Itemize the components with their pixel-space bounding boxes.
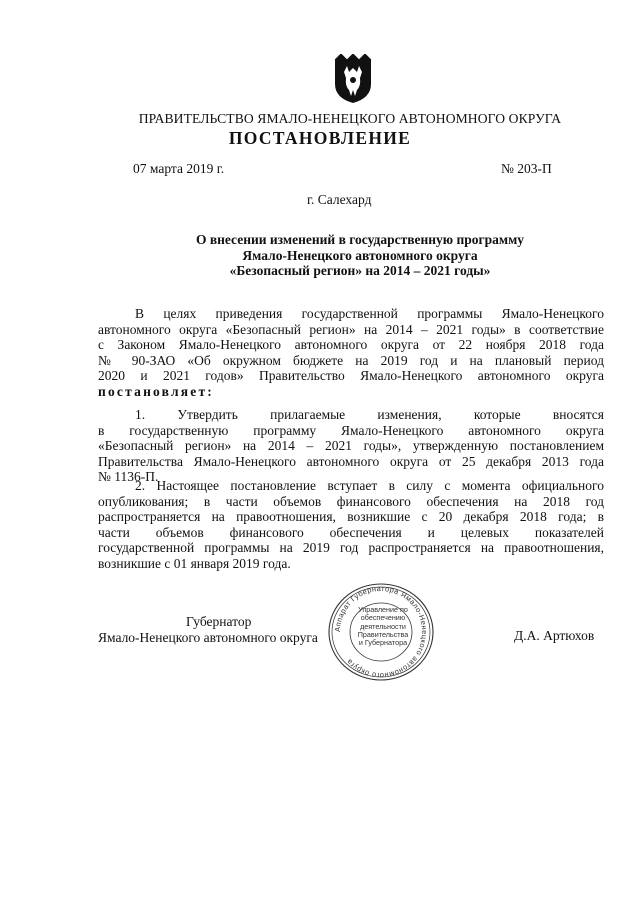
seal-line: деятельности	[360, 621, 406, 631]
seal-line: Управление по	[358, 605, 408, 614]
document-number: № 203-П	[501, 161, 552, 176]
paragraph-line: № 1136-П.	[98, 469, 159, 485]
seal-line: Правительства	[357, 629, 409, 639]
paragraph-line: 2020 и 2021 годов» Правительство Ямало-Ненецкого автономного округа	[98, 368, 604, 384]
paragraph-line: в государственную программу Ямало-Ненецкого автономного округа	[98, 422, 604, 438]
seal-line: обеспечению	[360, 613, 406, 623]
subject-line: Ямало-Ненецкого автономного округа	[242, 247, 478, 263]
paragraph-line: возникшие с 01 января 2019 года.	[98, 555, 291, 571]
document-date: 07 марта 2019 г.	[133, 161, 225, 176]
paragraph-line: опубликования; в части объемов финансового обеспечения на 2018 год	[98, 493, 604, 509]
signatory-title: Губернатор	[186, 614, 252, 629]
document-type: ПОСТАНОВЛЕНИЕ	[228, 128, 412, 148]
subject-line: «Безопасный регион» на 2014 – 2021 годы»	[229, 263, 491, 278]
paragraph-line: распространяется на правоотношения, возникшие с 20 декабря 2018 года; в	[98, 509, 604, 525]
paragraph-line: Правительства Ямало-Ненецкого автономного округа от 25 декабря 2013 года	[98, 453, 604, 469]
signatory-name: Д.А. Артюхов	[514, 628, 595, 643]
signatory-organization: Ямало-Ненецкого автономного округа	[98, 630, 318, 645]
paragraph-line: автономного округа «Безопасный регион» на 2014 – 2021 годы» в соответствие	[98, 321, 604, 337]
decree-word: постановляет:	[98, 383, 214, 399]
coat-of-arms-icon	[331, 54, 375, 104]
paragraph-preamble	[98, 306, 604, 400]
seal-line: и Губернатора	[358, 638, 408, 648]
subject-line: О внесении изменений в государственную программу	[195, 232, 525, 247]
paragraph-item-1	[98, 407, 604, 485]
paragraph-line: с Законом Ямало-Ненецкого автономного округа от 22 ноября 2018 года	[98, 337, 604, 353]
paragraph-line: 2. Настоящее постановление вступает в силу с момента официального	[135, 478, 604, 493]
paragraph-line: части объемов финансового обеспечения и целевых показателей	[98, 524, 604, 540]
paragraph-line: государственной программы на 2019 год распространяется на правоотношения,	[98, 540, 604, 556]
paragraph-line: 1. Утвердить прилагаемые изменения, которые вносятся	[135, 407, 604, 422]
paragraph-item-2	[98, 478, 604, 572]
government-name: ПРАВИТЕЛЬСТВО ЯМАЛО-НЕНЕЦКОГО АВТОНОМНОГО ОКРУГА	[138, 111, 562, 126]
seal-center-text	[355, 606, 411, 647]
paragraph-line: № 90-ЗАО «Об окружном бюджете на 2019 год и на плановый период	[98, 352, 604, 368]
document-city: г. Салехард	[307, 192, 372, 207]
document-subject	[80, 232, 640, 279]
seal-ring-text: Аппарат Губернатора Ямало-Ненецкого автономного округа	[332, 583, 430, 681]
paragraph-line: «Безопасный регион» на 2014 – 2021 годы», утвержденную постановлением	[98, 438, 604, 454]
paragraph-line: В целях приведения государственной программы Ямало-Ненецкого	[135, 306, 604, 321]
